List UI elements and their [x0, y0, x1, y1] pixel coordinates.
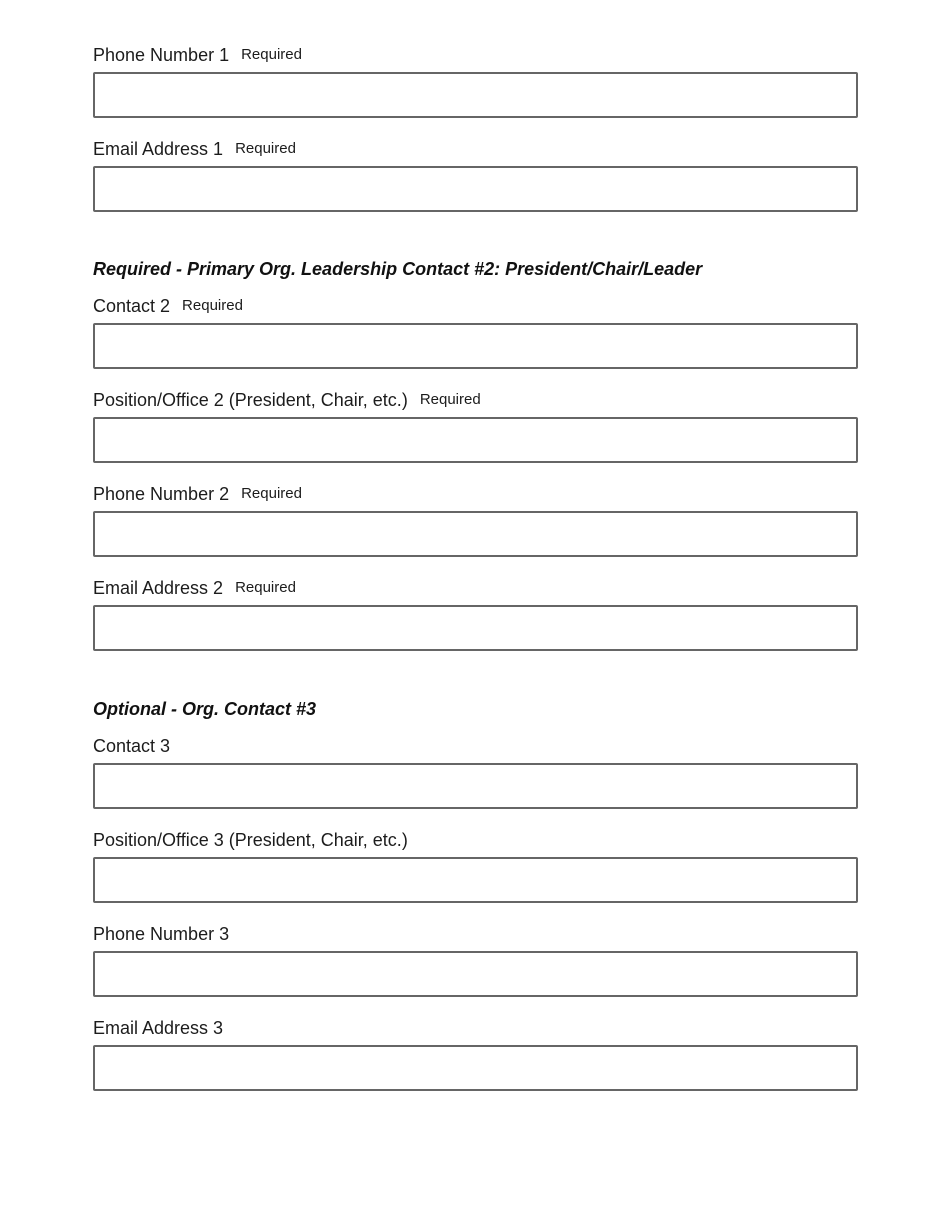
phone-number-1-label: Phone Number 1: [93, 45, 230, 65]
required-indicator: Required: [182, 297, 243, 314]
contact-2-label: Contact 2: [93, 296, 171, 316]
phone-number-3-label-row: [93, 923, 229, 945]
email-address-3-label-row: [93, 1017, 223, 1039]
phone-number-1-label-row: [93, 44, 302, 66]
position-office-3-label-row: [93, 829, 408, 851]
position-office-2-label-row: [93, 389, 481, 411]
position-office-3-label: Position/Office 3 (President, Chair, etc.): [93, 830, 408, 850]
required-indicator: Required: [419, 391, 481, 408]
email-address-1-label-row: [93, 138, 296, 160]
email-address-1-input[interactable]: [93, 166, 858, 212]
phone-number-3-input[interactable]: [93, 951, 858, 997]
position-office-2-label: Position/Office 2 (President, Chair, etc.): [93, 390, 408, 410]
position-office-3-input[interactable]: [93, 857, 858, 903]
required-indicator: Required: [241, 46, 302, 63]
email-address-2-input[interactable]: [93, 605, 858, 651]
email-address-2-label-row: [93, 577, 296, 599]
required-indicator: Required: [235, 579, 296, 596]
required-indicator: Required: [235, 140, 296, 157]
required-indicator: Required: [241, 485, 302, 502]
contact-3-input[interactable]: [93, 763, 858, 809]
contact-3-label: Contact 3: [93, 736, 171, 756]
email-address-3-label: Email Address 3: [93, 1018, 224, 1038]
phone-number-2-input[interactable]: [93, 511, 858, 557]
phone-number-3-label: Phone Number 3: [93, 924, 230, 944]
contact-2-input[interactable]: [93, 323, 858, 369]
email-address-3-input[interactable]: [93, 1045, 858, 1091]
phone-number-2-label: Phone Number 2: [93, 484, 230, 504]
email-address-1-label: Email Address 1: [93, 139, 224, 159]
phone-number-2-label-row: [93, 483, 302, 505]
contact-3-section-heading: Optional - Org. Contact #3: [93, 699, 317, 719]
position-office-2-input[interactable]: [93, 417, 858, 463]
contact-3-label-row: [93, 735, 170, 757]
contact-2-section-heading: Required - Primary Org. Leadership Contact #2: President/Chair/Leader: [93, 259, 703, 279]
email-address-2-label: Email Address 2: [93, 578, 224, 598]
phone-number-1-input[interactable]: [93, 72, 858, 118]
contact-2-label-row: [93, 295, 243, 317]
